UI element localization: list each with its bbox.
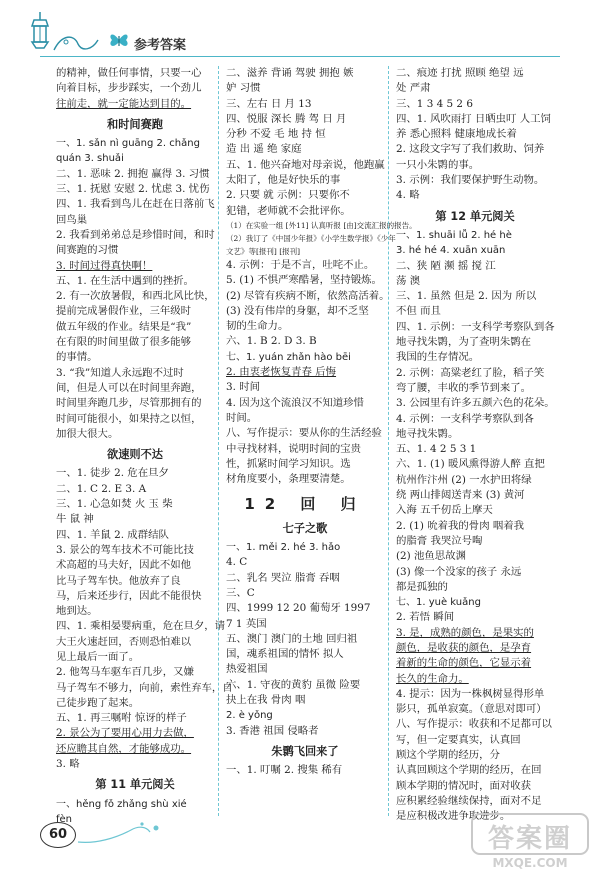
answer-line: 七、1. yuán zhǎn hào bēi xyxy=(226,351,351,363)
answer-line: 中寻找材料，说明时间的宝贵 xyxy=(226,442,362,455)
answer-line: 七、1. yuè kuǎng xyxy=(396,597,481,609)
answer-line: 马子驾车不够力，向前，索性弃车，自 xyxy=(56,681,233,694)
answer-line: 2. 他驾马车驱车百几步，又嫌 xyxy=(56,666,194,679)
answer-line: 妒 习惯 xyxy=(226,82,261,95)
answer-line: 马，后来还步行，因此不能很快 xyxy=(56,589,202,602)
answer-line: 回鸟巢 xyxy=(56,213,88,226)
answer-line: 四、1. 我看到鸟儿在赶在日落前飞 xyxy=(56,198,215,211)
answer-line: 7 1 英国 xyxy=(226,617,267,630)
answer-line: 一、hěng fǒ zhǎng shù xié xyxy=(56,798,187,810)
answer-line: 一、1. 叮嘱 2. 搜集 稀有 xyxy=(226,764,343,777)
section-heading: 欲速则不达 xyxy=(107,448,163,462)
answer-line: 着新的生命的颜色，它显示着 xyxy=(396,657,532,670)
answer-line: 犯错，老师就不会批评你。 xyxy=(226,204,351,217)
answer-line: 三、C xyxy=(226,586,255,599)
section-heading: 第 11 单元阅关 xyxy=(95,778,175,792)
answer-line: 弯了腰，丰收的季节到来了。 xyxy=(396,381,532,394)
answer-line: 五、1. 在生活中遇到的挫折。 xyxy=(56,274,194,287)
answer-line: 六、1. B 2. D 3. B xyxy=(226,335,317,348)
answer-line: 五、1. 4 2 5 3 1 xyxy=(396,443,477,456)
answer-line: 材角度要小，条理要清楚。 xyxy=(226,473,351,486)
answer-line: 二、狭 陋 濒 摇 搅 江 xyxy=(396,259,496,272)
answer-line: quán 3. shuǎi xyxy=(56,153,124,165)
answer-line: (3) 像一个没家的孩子 永远 xyxy=(396,565,522,578)
answer-line: (2) 尽管有疾病不断，依然高活着。 xyxy=(226,289,390,302)
answer-line: 提前完成暑假作业，三年级时 xyxy=(56,305,192,318)
answer-line: 颜色，是收获的颜色，是孕育 xyxy=(396,641,532,654)
answer-line: 比马子驾车快。他放弃了良 xyxy=(56,574,181,587)
answer-line: 应积累经验继续保持，面对不足 xyxy=(396,794,542,807)
answer-line: 3. hé hé 4. xuān xuān xyxy=(396,245,506,257)
answer-line: 己徒步跑了起来。 xyxy=(56,696,140,709)
section-heading: 七子之歌 xyxy=(282,521,328,535)
answer-line: 五、1. 他兴奋地对母亲说，他跑赢 xyxy=(226,158,385,171)
answer-line: 太阳了，他是好快乐的事 xyxy=(226,174,341,187)
answer-line: 3. 时间 xyxy=(226,381,260,394)
answer-line: 2. 景公为了要用心用力去做， xyxy=(56,727,194,740)
answer-line: 2. 示例：高粱老红了脸，稻子笑 xyxy=(396,366,545,379)
answer-line: 认真回顾这个学期的经历，在回 xyxy=(396,764,542,777)
answer-line: 杭州作汴州 (2) 一水护田将绿 xyxy=(396,473,532,486)
answer-line: 4. C xyxy=(226,556,248,569)
answer-line: 顾本学期的情况时，面对收获 xyxy=(396,779,532,792)
answer-line: 二、1. C 2. E 3. A xyxy=(56,482,147,495)
answer-line: 的精神，做任何事情，只要一心 xyxy=(56,67,202,79)
answer-line: 牛 鼠 神 xyxy=(56,513,94,526)
page-number: 60 xyxy=(40,822,76,848)
header-title: 参考答案 xyxy=(134,38,187,53)
section-heading: 第 12 单元阅关 xyxy=(435,209,515,223)
answer-line: 2. 有一次放暑假，和西北风比快， xyxy=(56,290,215,303)
answer-line: 长久的生命力。 xyxy=(396,672,469,685)
answer-line: 性，抓紧时间学习知识。选 xyxy=(226,457,351,470)
answer-line: 2. 我看到弟弟总是珍惜时间，和时 xyxy=(56,228,215,241)
section-heading: 12 回 归 xyxy=(244,495,366,514)
answer-line: 一、1. sǎn nì guāng 2. chǎng xyxy=(56,138,200,150)
answer-line: 2. 只要 就 示例：只要你不 xyxy=(226,189,350,202)
watermark-url: MXQE.COM xyxy=(492,856,568,870)
answer-line: 2. (1) 吮着我的骨肉 咽着我 xyxy=(396,519,525,532)
answer-line: 见上最后一面了。 xyxy=(56,650,140,663)
answer-line: 热爱祖国 xyxy=(226,663,268,676)
butterfly-icon xyxy=(108,30,130,50)
answer-column-1 xyxy=(56,66,233,827)
answer-line: 国，魂系祖国的情怀 拟人 xyxy=(226,648,344,661)
answer-line: 造 出 遥 绝 家庭 xyxy=(226,143,302,156)
small-answer-line: （1）在实验一组 [外11] 认真听报 [由]交流汇报的报告。 xyxy=(226,220,417,230)
answer-line: 韧的生命力。 xyxy=(226,320,289,333)
answer-line: 三、1. 抚慰 安慰 2. 忧虑 3. 忧伤 xyxy=(56,183,210,196)
answer-line: 三、左右 日 月 13 xyxy=(226,97,312,110)
answer-line: 2. 由衷老恢复青春 后悔 xyxy=(226,366,337,379)
answer-line: 加很大很大。 xyxy=(56,427,119,440)
answer-line: 时间。 xyxy=(226,411,258,424)
page-header xyxy=(0,0,600,62)
answer-line: 还应瞻其自然，才能够成功。 xyxy=(56,742,192,755)
answer-line: 四、1. 羊鼠 2. 成群结队 xyxy=(56,528,169,541)
section-heading: 和时间赛跑 xyxy=(107,117,163,131)
answer-line: 3. 略 xyxy=(56,758,80,771)
answer-line: 四、1999 12 20 葡萄牙 1997 xyxy=(226,602,371,615)
answer-line: 处 严肃 xyxy=(396,82,431,95)
answer-line: 3. 时间过得真快啊！ xyxy=(56,259,153,272)
answer-line: 做五年级的作业。结果是“我” xyxy=(56,320,192,333)
answer-line: 是应积极改进争取进步。 xyxy=(396,810,511,823)
answer-line: 4. 因为这个流浪汉不知道珍惜 xyxy=(226,396,364,409)
answer-line: 4. 示例：一支科学考察队到各 xyxy=(396,412,534,425)
answer-line: 八、写作提示：收获和不足都可以 xyxy=(396,718,552,731)
lantern-icon xyxy=(30,12,50,52)
column-divider xyxy=(218,66,219,816)
answer-line: 绕 两山排闼送青来 (3) 黄河 xyxy=(396,489,525,502)
answer-line: 4. 略 xyxy=(396,189,420,202)
answer-line: 我国的生存情况。 xyxy=(396,351,480,364)
answer-line: 一、1. shuāi lǚ 2. hé hè xyxy=(396,229,512,241)
column-divider xyxy=(388,66,389,816)
answer-line: 往前走，就一定能达到目的。 xyxy=(56,97,192,110)
answer-line: 八、写作提示：要从你的生活经验 xyxy=(226,427,382,440)
answer-line: 不但 而且 xyxy=(396,305,441,318)
answer-line: 写，但一定要真实，认真回 xyxy=(396,733,521,746)
answer-line: 3. 景公的驾车技术不可能比技 xyxy=(56,543,194,556)
answer-line: 分秒 不爱 毛 地 持 恒 xyxy=(226,128,326,141)
answer-line: 三、1. 心急如焚 火 玉 柴 xyxy=(56,498,173,511)
answer-line: 三、1. 虽然 但是 2. 因为 所以 xyxy=(396,290,537,303)
header-rule xyxy=(40,56,560,57)
answer-line: (2) 池鱼思故渊 xyxy=(396,550,466,563)
answer-line: 入海 五千仞岳上摩天 xyxy=(396,504,493,517)
answer-line: 三、1 3 4 5 2 6 xyxy=(396,97,473,110)
answer-line: 二、乳名 哭泣 脂膏 吞咽 xyxy=(226,571,340,584)
answer-line: 二、痕迹 打扰 照顾 绝望 远 xyxy=(396,67,524,79)
answer-line: 3. 公园里有许多五颜六色的花朵。 xyxy=(396,397,555,410)
answer-line: 2. è yǒng xyxy=(226,710,273,722)
swirl-decoration-icon xyxy=(52,30,102,56)
answer-line: 2. 若悟 瞬间 xyxy=(396,611,455,624)
watermark-text: 答案圈 xyxy=(487,824,572,854)
answer-line: 六、1. (1) 暖风熏得游人醉 直把 xyxy=(396,458,545,471)
answer-line: 影只，孤单寂寞。（意思对即可） xyxy=(396,703,547,716)
answer-line: 的脂膏 我哭泣号啕 xyxy=(396,534,483,547)
answer-line: 一只小朱鹮的事。 xyxy=(396,158,480,171)
answer-line: 顾这个学期的经历，分 xyxy=(396,749,500,762)
answer-line: 4. 提示：因为一株枫树显得形单 xyxy=(396,687,545,700)
answer-line: fèn xyxy=(56,813,73,825)
answer-line: 四、1. 乘相晏婴病重，危在旦夕，请 xyxy=(56,620,226,633)
answer-line: 地寻找朱鹮。 xyxy=(396,427,459,440)
answer-line: 间，但是人可以在时间里奔跑， xyxy=(56,381,202,394)
footer-swirl-icon xyxy=(76,818,166,848)
answer-line: 五、1. 再三嘱咐 惊讶的样子 xyxy=(56,712,187,725)
answer-line: 在有限的时间里做了很多能够 xyxy=(56,336,192,349)
small-answer-line: 文艺》等[报刊] [报刊] xyxy=(226,246,301,256)
answer-line: 一、1. 徒步 2. 危在旦夕 xyxy=(56,467,169,480)
answer-line: 术高超的马夫好，因此不如他 xyxy=(56,559,192,572)
answer-line: 抉上在我 骨肉 咽 xyxy=(226,693,306,706)
answer-line: 的事情。 xyxy=(56,351,98,364)
answer-line: 地到达。 xyxy=(56,605,98,618)
section-heading: 朱鹮飞回来了 xyxy=(271,744,339,758)
small-answer-line: （2）我订了《中国少年报》《小学生数学报》《少年 xyxy=(226,233,396,243)
answer-line: 间赛跑的习惯 xyxy=(56,244,119,257)
answer-line: 四、悦服 深长 腾 驾 日 月 xyxy=(226,112,347,125)
answer-line: 二、滋养 背诵 驾驶 拥抱 嫉 xyxy=(226,67,354,79)
answer-line: 3. 香港 祖国 侵略者 xyxy=(226,724,319,737)
answer-line: 荡 澳 xyxy=(396,274,421,287)
answer-line: 都是孤独的 xyxy=(396,580,448,593)
answer-line: 四、1. 风吹雨打 日晒虫叮 人工饲 xyxy=(396,112,551,125)
answer-line: 3. 示例：我们要保护野生动物。 xyxy=(396,174,545,187)
answer-line: 5. (1) 不惧严寒酷暑，坚持锻炼。 xyxy=(226,274,382,287)
answer-line: 时间可能很小，如果持之以恒， xyxy=(56,412,202,425)
answer-line: 3. 是，成熟的颜色，是果实的 xyxy=(396,626,534,639)
watermark-logo xyxy=(470,812,590,874)
answer-line: (3) 没有伟岸的身躯，却不乏坚 xyxy=(226,304,369,317)
answer-line: 大王火速赶回，否则恐怕难以 xyxy=(56,635,192,648)
answer-line: 4. 示例：于是不言，吐咤不止。 xyxy=(226,258,375,271)
answer-line: 二、1. 恶味 2. 拥抱 赢得 3. 习惯 xyxy=(56,167,210,180)
answer-line: 四、1. 示例：一支科学考察队到各 xyxy=(396,320,555,333)
answer-line: 六、1. 守夜的黄豹 虽微 险要 xyxy=(226,678,361,691)
answer-line: 3. “我”知道人永远跑不过时 xyxy=(56,366,184,379)
answer-line: 养 悉心照料 健康地成长着 xyxy=(396,128,517,141)
answer-line: 五、澳门 澳门的土地 回归祖 xyxy=(226,632,358,645)
answer-line: 时间里奔跑几步，尽管那拥有的 xyxy=(56,397,202,410)
answer-line: 向着目标，步步踩实，一个劲儿 xyxy=(56,82,202,95)
answer-column-3 xyxy=(396,66,554,825)
answer-line: 2. 这段文字写了我们救助、饲养 xyxy=(396,143,545,156)
answer-line: 一、1. měi 2. hé 3. hǎo xyxy=(226,542,341,554)
answer-line: 地寻找朱鹮，为了查明朱鹮在 xyxy=(396,336,532,349)
